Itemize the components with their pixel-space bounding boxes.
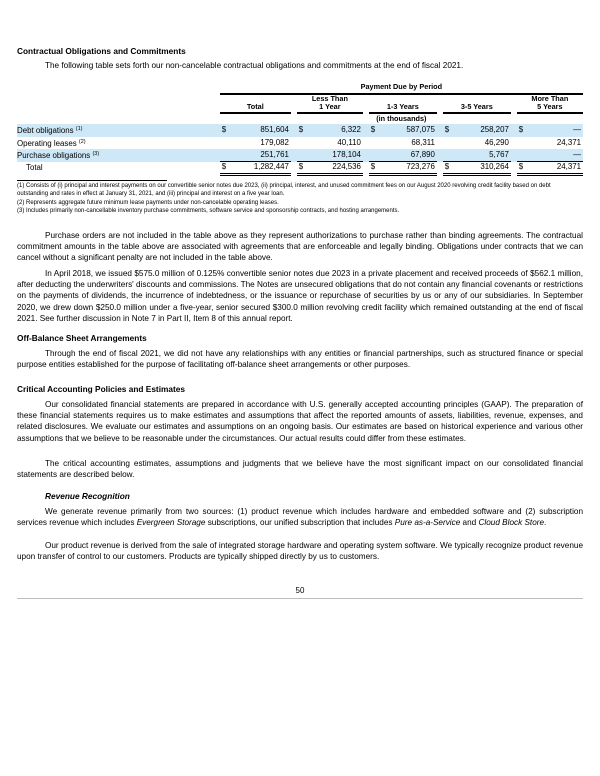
- table-row-total: Total $ 1,282,447 $ 224,536 $ 723,276 $ 310,264 $ 24,371: [17, 162, 583, 175]
- units-label: (in thousands): [376, 113, 427, 123]
- table-row-purchase-obligations: Purchase obligations $^{(3)}$ 251,761 178,104 67,890 5,767 —: [17, 149, 581, 160]
- row-label: Total: [26, 162, 43, 172]
- row-label: Purchase obligations $^{(3)}$: [17, 149, 220, 162]
- paragraph-critical-accounting-1: Our consolidated financial statements are prepared in accordance with U.S. generally accepted accounting principles (GAAP). The preparation of these financial statements requires us to make estimates and assumptions that affect the reported amounts of assets, liabilities, revenue, expenses, and related disclosures. We evaluate our estimates and assumptions on an ongoing basis. Our estimates are based on historical experience and various other assumptions that we believe to be reasonable under the circumstances. Our actual results could differ from these estimates.: [17, 400, 583, 443]
- paragraph-convertible-notes: In April 2018, we issued $575.0 million of 0.125% convertible senior notes due 2023 in a private placement and received proceeds of $562.1 million, after deducting the underwriters' discounts and commissions. The Notes are unsecured obligations that do not contain any financial covenants or restrictions on the payments of dividends, the incurrence of indebtedness, or the issuance or repurchase of securities by us or any of our subsidiaries. In September 2020, we drew down $250.0 million under a five-year, senior secured $300.0 million revolving credit facility which remained outstanding at the end of fiscal 2021. See further discussion in Note 7 in Part II, Item 8 of this annual report.: [17, 269, 583, 323]
- paragraph-product-revenue: Our product revenue is derived from the sale of integrated storage hardware and operating system software. We typically recognize product revenue upon transfer of control to our customers. Products are typically shipped directly by us to customers.: [17, 541, 583, 562]
- payment-due-header: Payment Due by Period: [220, 82, 583, 94]
- column-header-less-than-1-year: Less Than 1 Year: [297, 94, 363, 113]
- section-heading-contractual-obligations: Contractual Obligations and Commitments: [17, 46, 186, 56]
- table-row-operating-leases: Operating leases $^{(2)}$ 179,082 40,110 68,311 46,290 24,371: [17, 137, 581, 148]
- column-header-total: Total: [220, 94, 291, 113]
- paragraph-off-balance-sheet: Through the end of fiscal 2021, we did not have any relationships with any entities or financial partnerships, such as structured finance or special purpose entities established for the purpose of facilitating off-balance sheet arrangements or other purposes.: [17, 349, 583, 370]
- page-bottom-rule: [17, 598, 583, 599]
- column-header-3-5-years: 3-5 Years: [443, 94, 511, 113]
- contractual-obligations-table: [17, 82, 583, 176]
- footnote-1: (1) Consists of (i) principal and interest payments on our convertible senior notes due 2023, (ii) principal, interest, and unused commitment fees on our August 2020 revolving credit facility based on debt outstanding and rates in effect at January 31, 2021, and (iii) principal and interest on a five year loan.: [17, 183, 551, 198]
- column-header-more-than-5-years: More Than 5 Years: [517, 94, 583, 113]
- footnote-2: (2) Represents aggregate future minimum lease payments under non-cancelable operating leases.: [17, 199, 279, 206]
- paragraph-revenue-sources: We generate revenue primarily from two sources: (1) product revenue which includes hardware and embedded software and (2) subscription services revenue which includes Evergreen Storage subscriptions, our unified subscription that includes Pure as-a-Service and Cloud Block Store.: [17, 507, 583, 528]
- footnote-3: (3) Includes primarily non-cancellable inventory purchase commitments, software service and sponsorship contracts, and hosting arrangements.: [17, 207, 400, 214]
- paragraph-purchase-orders: Purchase orders are not included in the table above as they represent authorizations to purchase rather than binding agreements. The contractual commitment amounts in the table above are associated with agreements that are enforceable and legally binding. Obligations under contracts that we can cancel without a significant penalty are not included in the table above.: [17, 231, 583, 263]
- paragraph-critical-accounting-2: The critical accounting estimates, assumptions and judgments that we believe have the most significant impact on our consolidated financial statements are described below.: [17, 459, 583, 480]
- section-heading-off-balance-sheet: Off-Balance Sheet Arrangements: [17, 333, 147, 343]
- footnotes: [17, 182, 583, 215]
- subsection-heading-revenue-recognition: Revenue Recognition: [45, 491, 130, 501]
- section-heading-critical-accounting: Critical Accounting Policies and Estimates: [17, 384, 185, 394]
- column-header-1-3-years: 1-3 Years: [369, 94, 437, 113]
- footnote-divider: [17, 180, 167, 181]
- table-intro-text: The following table sets forth our non-cancelable contractual obligations and commitments at the end of fiscal 2021.: [45, 61, 464, 70]
- table-row-debt-obligations: Debt obligations $^{(1)}$ $ 851,604 $ 6,322 $ 587,075 $ 258,207 $ —: [17, 125, 581, 135]
- page-number: 50: [295, 586, 305, 595]
- row-label: Operating leases $^{(2)}$: [17, 138, 86, 148]
- row-label: Debt obligations $^{(1)}$: [17, 124, 220, 137]
